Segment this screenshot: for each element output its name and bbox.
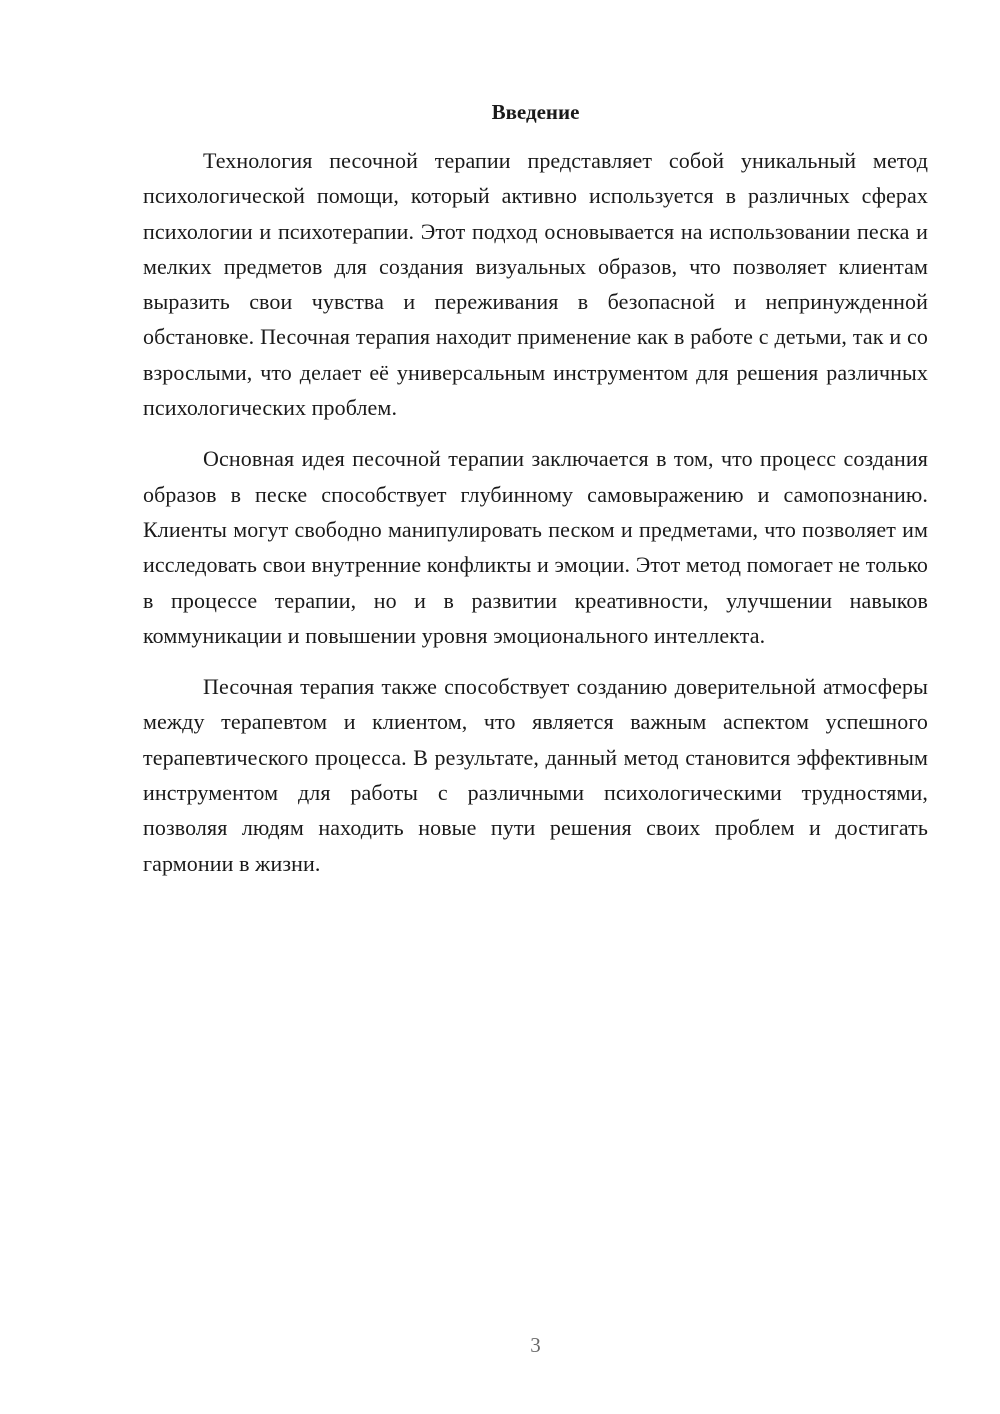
paragraph-2: Основная идея песочной терапии заключается в том, что процесс создания образов в песке способствует глубинному самовыражению и самопознанию. Клиенты могут свободно манипулировать песком и предметами, что позволяет им исследовать свои внутренние конфликты и эмоции. Этот метод помогает не только в процессе терапии, но и в развитии креативности, улучшении навыков коммуникации и повышении уровня эмоционального интеллекта. xyxy=(143,446,928,648)
paragraph-3: Песочная терапия также способствует созданию доверительной атмосферы между терапевтом и клиентом, что является важным аспектом успешного терапевтического процесса. В результате, данный метод становится эффективным инструментом для работы с различными психологическими трудностями, позволяя людям находить новые пути решения своих проблем и достигать гармонии в жизни. xyxy=(143,674,928,876)
paragraph-1: Технология песочной терапии представляет собой уникальный метод психологической помощи, который активно используется в различных сферах психологии и психотерапии. Этот подход основывается на использовании песка и мелких предметов для создания визуальных образов, что позволяет клиентам выразить свои чувства и переживания в безопасной и непринужденной обстановке. Песочная терапия находит применение как в работе с детьми, так и со взрослыми, что делает её универсальным инструментом для решения различных психологических проблем. xyxy=(143,148,928,421)
section-heading: Введение xyxy=(491,100,580,124)
page-number: 3 xyxy=(530,1333,541,1357)
body-text xyxy=(143,143,928,897)
